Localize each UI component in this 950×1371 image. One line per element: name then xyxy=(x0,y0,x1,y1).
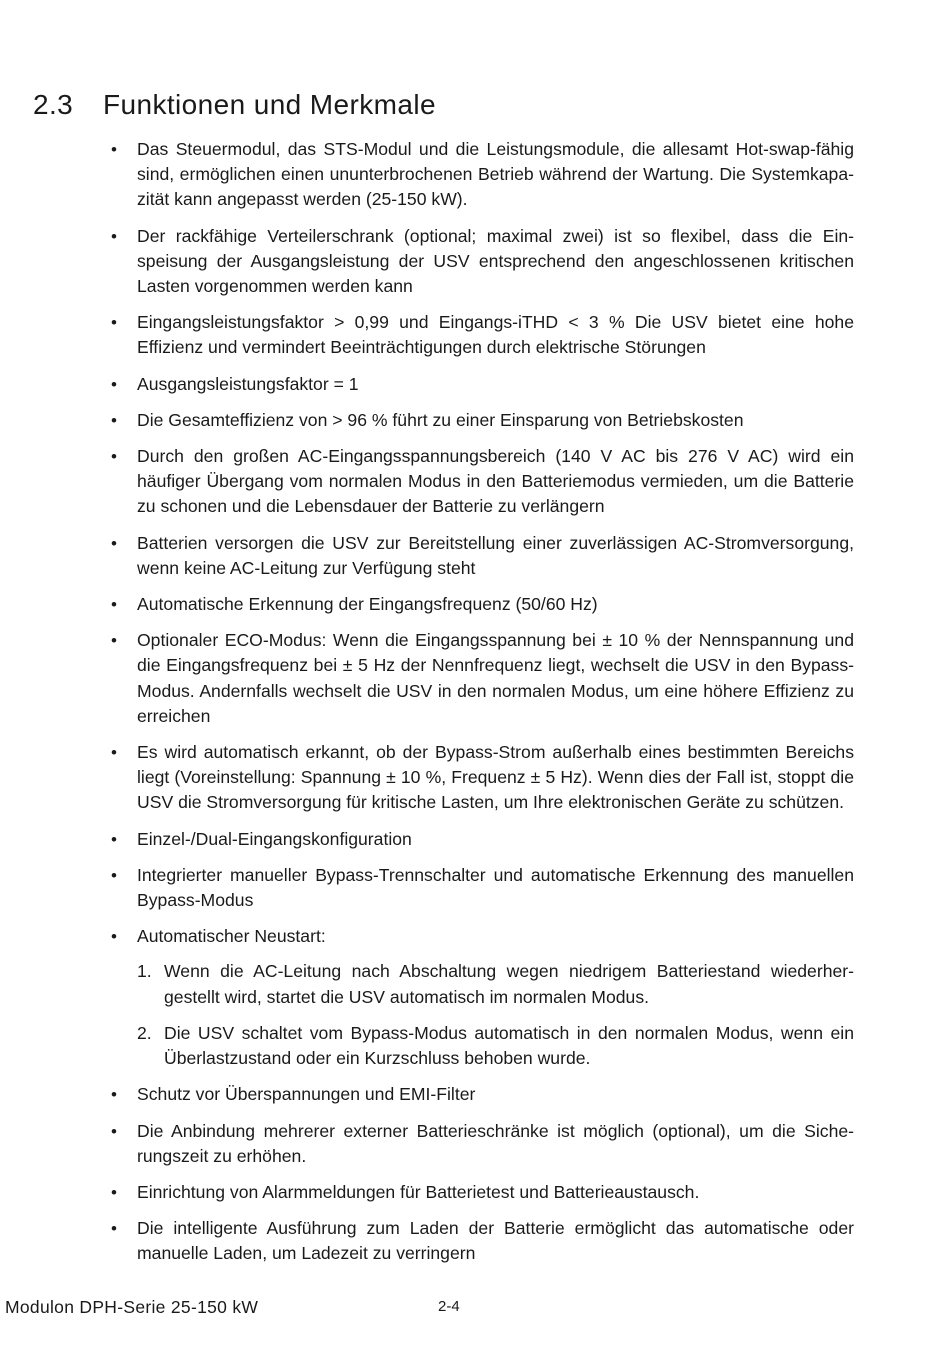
bullet-icon: • xyxy=(111,927,117,947)
list-item xyxy=(108,408,854,433)
feature-list xyxy=(108,137,854,1278)
list-item xyxy=(108,1082,854,1107)
list-item xyxy=(108,137,854,213)
feature-text: Eingangsleistungsfaktor > 0,99 und Eingangs-iTHD < 3 % Die USV bietet eine hohe Effizienz und vermindert Beeinträchtigungen durch elektrische Störungen xyxy=(137,312,854,358)
feature-text: Automatischer Neustart: xyxy=(137,926,326,947)
bullet-icon: • xyxy=(111,374,117,394)
section-title: Funktionen und Merkmale xyxy=(103,89,436,120)
list-item xyxy=(108,1216,854,1266)
feature-text: Durch den großen AC-Eingangsspannungsbereich (140 V AC bis 276 V AC) wird ein häufiger Übergang vom normalen Modus in den Batteriemodus vermieden, um die Batterie zu schonen und die Lebensdauer der Batterie zu verlängern xyxy=(137,446,854,517)
bullet-icon: • xyxy=(111,140,117,159)
footer-page-number: 2-4 xyxy=(438,1298,460,1315)
list-item xyxy=(108,444,854,520)
bullet-icon: • xyxy=(111,447,117,467)
step-text: Die USV schaltet vom Bypass-Modus automatisch in den normalen Modus, wenn ein Überlastzustand oder ein Kurzschluss behoben wurde. xyxy=(164,1022,854,1069)
section-number: 2.3 xyxy=(33,89,74,120)
list-item xyxy=(108,740,854,816)
feature-text: Es wird automatisch erkannt, ob der Bypass-Strom außerhalb eines bestimmten Bereichs liegt (Voreinstellung: Spannung ± 10 %, Frequenz ± 5 Hz). Wenn dies der Fall ist, stoppt die USV die Stromversorgung für kritische Lasten, um Ihre elektronischen Geräte zu schützen. xyxy=(137,742,854,813)
bullet-icon: • xyxy=(111,410,117,430)
bullet-icon: • xyxy=(111,1085,117,1105)
feature-text: Der rackfähige Verteilerschrank (optional; maximal zwei) ist so flexibel, dass die Einspeisung der Ausgangsleistung der USV entsprechend den angeschlossenen kritischen Lasten vorgenommen werden kann xyxy=(137,225,854,297)
feature-text: Die intelligente Ausführung zum Laden der Batterie ermöglicht das automatische oder manuelle Laden, um Ladezeit zu verringern xyxy=(137,1218,854,1264)
list-item xyxy=(108,1119,854,1169)
list-item xyxy=(108,628,854,729)
bullet-icon: • xyxy=(111,631,117,651)
feature-text: Die Gesamteffizienz von > 96 % führt zu einer Einsparung von Betriebskosten xyxy=(137,409,744,430)
step-number: 1. xyxy=(137,961,152,982)
feature-text: Schutz vor Überspannungen und EMI-Filter xyxy=(137,1084,476,1105)
list-item xyxy=(108,924,854,1071)
bullet-icon: • xyxy=(111,1121,117,1141)
feature-text: Einzel-/Dual-Eingangskonfiguration xyxy=(137,828,412,849)
list-item xyxy=(108,827,854,852)
feature-text: Ausgangsleistungsfaktor = 1 xyxy=(137,373,359,394)
bullet-icon: • xyxy=(111,226,117,246)
feature-text: Optionaler ECO-Modus: Wenn die Eingangsspannung bei ± 10 % der Nennspannung und die Eingangsfrequenz bei ± 5 Hz der Nennfrequenz liegt, wechselt die USV in den Bypass-Modus. Andernfalls wechselt die USV in den normalen Modus, um eine höhere Effizienz zu erreichen xyxy=(137,630,854,726)
feature-text: Das Steuermodul, das STS-Modul und die Leistungsmodule, die allesamt Hot-swap-fähig sind, ermöglichen einen ununterbrochenen Betrieb während der Wartung. Die Systemkapazität kann angepasst werden (25-150 kW). xyxy=(137,139,854,210)
restart-steps-list xyxy=(137,959,854,1071)
bullet-icon: • xyxy=(111,1219,117,1239)
footer-product-name: Modulon DPH-Serie 25-150 kW xyxy=(5,1297,259,1317)
feature-text: Die Anbindung mehrerer externer Batterieschränke ist möglich (optional), um die Sicherungszeit zu erhöhen. xyxy=(137,1120,854,1166)
step-number: 2. xyxy=(137,1022,152,1043)
list-item xyxy=(108,592,854,617)
section-heading xyxy=(33,89,436,121)
bullet-icon: • xyxy=(111,829,117,849)
restart-step xyxy=(137,1021,854,1071)
bullet-icon: • xyxy=(111,533,117,553)
list-item xyxy=(108,310,854,360)
bullet-icon: • xyxy=(111,313,117,333)
feature-text: Batterien versorgen die USV zur Bereitstellung einer zuverlässigen AC-Stromversorgung, wenn keine AC-Leitung zur Verfügung steht xyxy=(137,532,854,578)
bullet-icon: • xyxy=(111,743,117,763)
list-item xyxy=(108,224,854,300)
bullet-icon: • xyxy=(111,865,117,885)
restart-step xyxy=(137,959,854,1009)
list-item xyxy=(108,531,854,581)
feature-text: Automatische Erkennung der Eingangsfrequenz (50/60 Hz) xyxy=(137,594,598,615)
bullet-icon: • xyxy=(111,1182,117,1202)
list-item xyxy=(108,863,854,913)
list-item xyxy=(108,372,854,397)
list-item xyxy=(108,1180,854,1205)
feature-text: Integrierter manueller Bypass-Trennschalter und automatische Erkennung des manuellen Bypass-Modus xyxy=(137,864,854,911)
bullet-icon: • xyxy=(111,595,117,615)
step-text: Wenn die AC-Leitung nach Abschaltung wegen niedrigem Batteriestand wiederhergestellt wird, startet die USV automatisch im normalen Modus. xyxy=(164,961,854,1007)
feature-text: Einrichtung von Alarmmeldungen für Batterietest und Batterieaustausch. xyxy=(137,1181,700,1202)
